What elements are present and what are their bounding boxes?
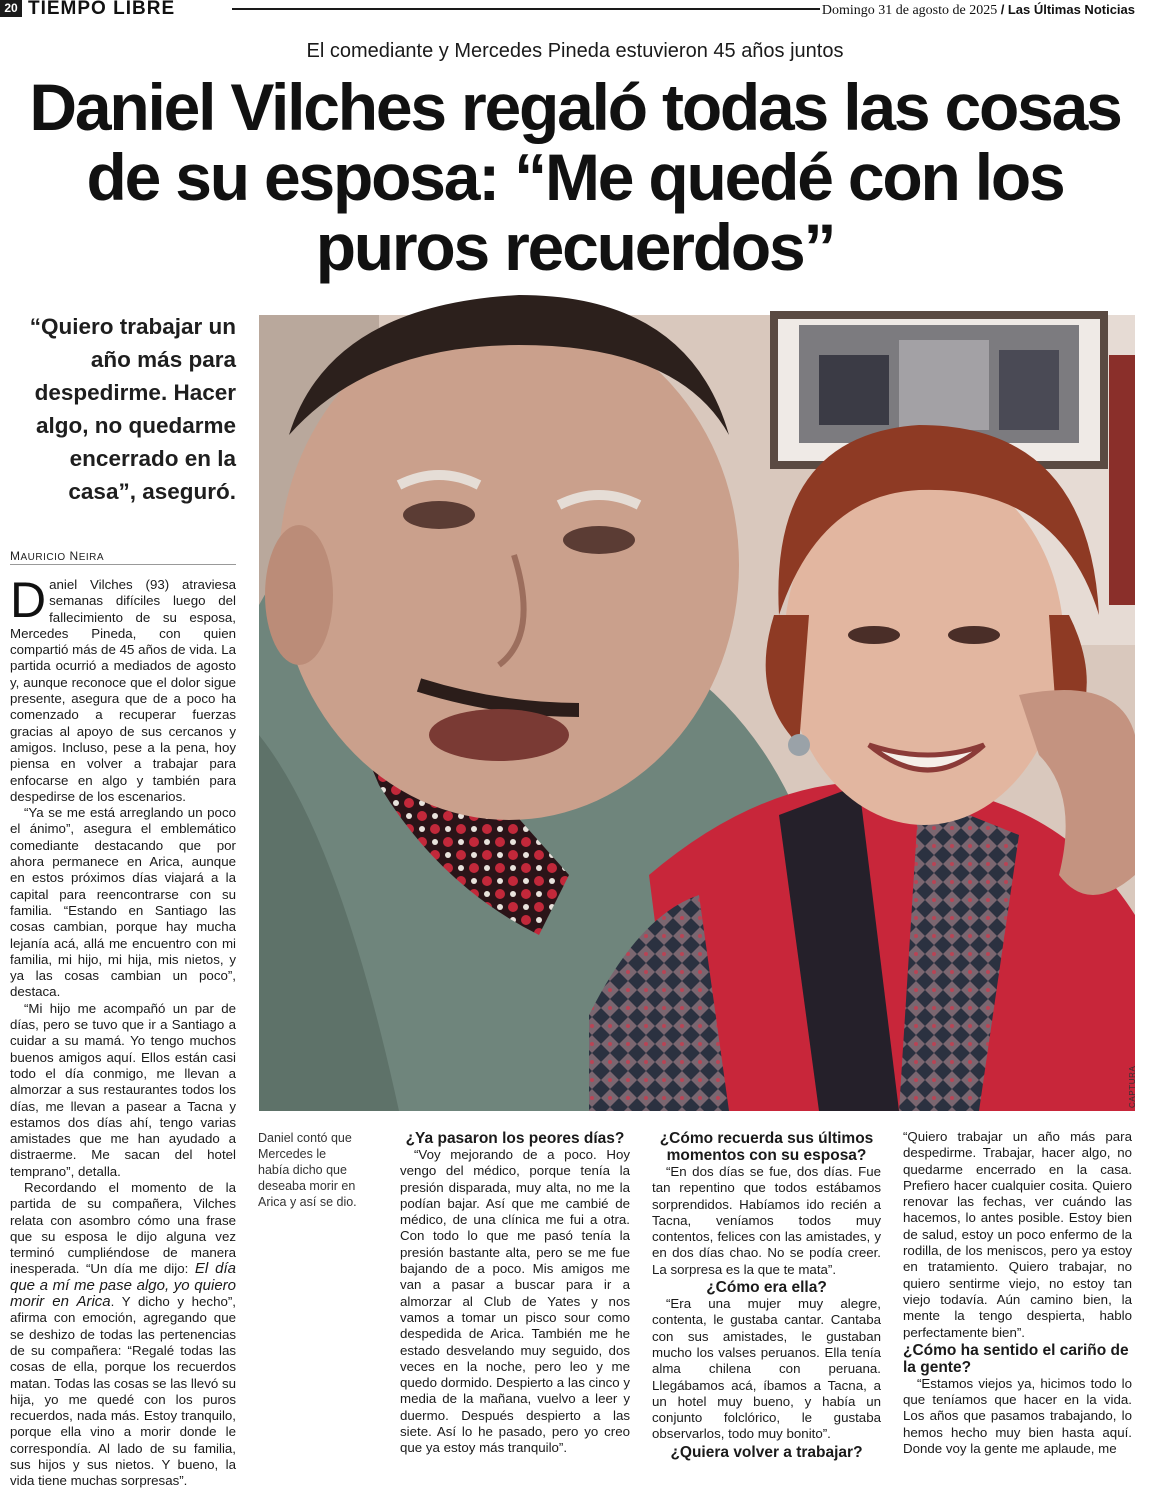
photo-credit: CAPTURA [1128,1065,1137,1108]
body-column-1 [10,572,236,1489]
interview-answer: “Quiero trabajar un año más para despedirme. Trabajar, hacer algo, no quedarme encerrado en la casa. Prefiero hacer cualquier cosita. Quiero renovar las fechas, ver cuándo las hacemos, lo antes posible. Estoy bien de salud, estoy un poco enfermo de la rodilla, de los meniscos, pero ya estoy en tratamiento. Quiero trabajar, no quiero sentirme viejo, no estoy tan viejo todavía. Aún camino bien, la mente la tengo despierta, hablo perfectamente bien”. [903,1129,1132,1340]
interview-answer: “En dos días se fue, dos días. Fue tan repentino que todos estábamos sorprendidos. Habíamos ido recién a Tacna, veníamos todos muy contentos, felices con las amistades, y en dos días chao. No se podía creer. La sorpresa es la que te mata”. [652,1164,881,1277]
body-paragraph: Recordando el momento de la partida de su compañera, Vilches relata con asombro cómo una frase que su esposa le dijo alguna vez terminó cumpliéndose de manera inesperada. “Un día me dijo: El día que a mí me pase algo, yo quiero morir en Arica. Y dicho y hecho”, afirma con emoción, agregando que se deshizo de todas las pertenencias de su compañera: “Regalé todas las cosas de ella, porque los recuerdos matan. Todas las cosas se las llevó su hija, yo me quedé con los puros recuerdos, nada más. Estoy tranquilo, porque ella vino a morir donde le correspondía. Al lado de su familia, sus hijos y sus nietos. Y bueno, la vida tiene muchas sorpresas”. [10,1179,236,1489]
interview-question: ¿Quiera volver a trabajar? [670,1443,863,1461]
body-column-3 [400,1129,630,1470]
kicker: El comediante y Mercedes Pineda estuvieron 45 años juntos [306,40,844,62]
interview-question: ¿Ya pasaron los peores días? [405,1130,625,1147]
pull-quote: “Quiero trabajar un año más para despedirme. Hacer algo, no quedarme encerrado en la casa”, aseguró. [29,314,236,504]
lead-paragraph: Daniel Vilches (93) atraviesa semanas difíciles luego del fallecimiento de su esposa, Mercedes Pineda, con quien compartió más de 45 años de vida. La partida ocurrió a mediados de agosto y, aunque reconoce que el dolor sigue presente, asegura que de a poco ha comenzado a recuperar fuerzas gracias al apoyo de sus cercanos y amigos. Incluso, pese a la pena, hoy piensa en volver a trabajar para enfocarse en algo y también para despedirse de los escenarios. [10,572,236,804]
interview-answer: “Voy mejorando de a poco. Hoy vengo del médico, porque tenía la presión disparada, muy alta, no me la podían bajar. Así que me cambié de médico, de una clínica me fui a otra. Con todo lo que me pasó tenía la presión bastante alta, pero se me fue bajando de a poco. Mis amigos me van a pasar a buscar para ir a almorzar al Club de Yates y nos vamos a tomar un pisco sour como despedida de Arica. También me he estado desvelando muy seguido, dos veces en la noche, pero leo y me quedo dormido. Despierto a las cinco y media de la mañana, vuelvo a leer y duermo. Después despierto a las siete. Así lo he pasado, pero yo creo que ya estoy más tranquilo”. [400,1147,630,1456]
body-paragraph: “Ya se me está arreglando un poco el ánimo”, asegura el emblemático comediante destacando que por ahora permanece en Arica, aunque en estos próximos días viajará a la capital para reencontrarse con su familia. “Estando en Santiago las cosas cambian, porque hay mucha lejanía acá, allá me encuentro con mi familia, mi hijo, mi hija, mis nietos, y ya las cosas cambian un poco”, destaca. [10,805,236,1000]
article-photo [259,315,1135,1111]
quoted-phrase: El día que a mí me pase algo, yo quiero morir en Arica [10,1260,236,1311]
issue-date: Domingo 31 de agosto de 2025 [821,3,998,18]
page-number: 20 [0,0,22,17]
byline: MAURICIO NEIRA [10,549,236,565]
drop-cap: D [10,572,47,628]
photo-caption: Daniel contó que Mercedes le había dicho que deseaba morir en Arica y así se dio. [258,1131,357,1209]
section-name: TIEMPO LIBRE [28,0,176,19]
body-column-5 [903,1129,1132,1470]
date-separator: / [1000,2,1005,17]
publication-name: Las Últimas Noticias [1007,2,1135,17]
interview-question: ¿Cómo ha sentido el cariño de la gente? [903,1341,1129,1376]
headline: Daniel Vilches regaló todas las cosas de su esposa: “Me quedé con los puros recuerdos” [29,70,1121,284]
interview-answer: “Era una mujer muy alegre, contenta, le gustaba cantar. Cantaba con sus amistades, le gustaban mucho los valses peruanos. Ella tenía alma chilena con peruana. Llegábamos acá, íbamos a Tacna, a un hotel muy bueno, y había un conjunto folclórico, le gustaba observarlos, todo muy bonito”. [652,1296,881,1442]
interview-question: ¿Cómo era ella? [706,1279,827,1297]
photo-illustration [259,315,1135,1111]
interview-answer: “Estamos viejos ya, hicimos todo lo que teníamos que hacer en la vida. Los años que pasamos trabajando, lo hemos hecho muy bien hasta aquí. Donde voy la gente me aplaude, me [903,1375,1132,1457]
page-header [0,0,1150,20]
interview-question: ¿Cómo recuerda sus últimos momentos con su esposa? [659,1130,874,1164]
body-paragraph: “Mi hijo me acompañó un par de días, pero se tuvo que ir a Santiago a cuidar a su mamá. Yo tengo muchos buenos amigos aquí. Ellos están casi todo el día conmigo, me llevan a almorzar a sus restaurantes todos los días, me llevan a pasear a Tacna y estamos dos días ahí, tengo varias amistades que me han ayudado a distraerme. Me sacan del hotel temprano”, detalla. [10,1000,236,1179]
body-column-4 [652,1129,881,1470]
header-rule [232,8,820,10]
issue-date-line [822,2,1135,19]
